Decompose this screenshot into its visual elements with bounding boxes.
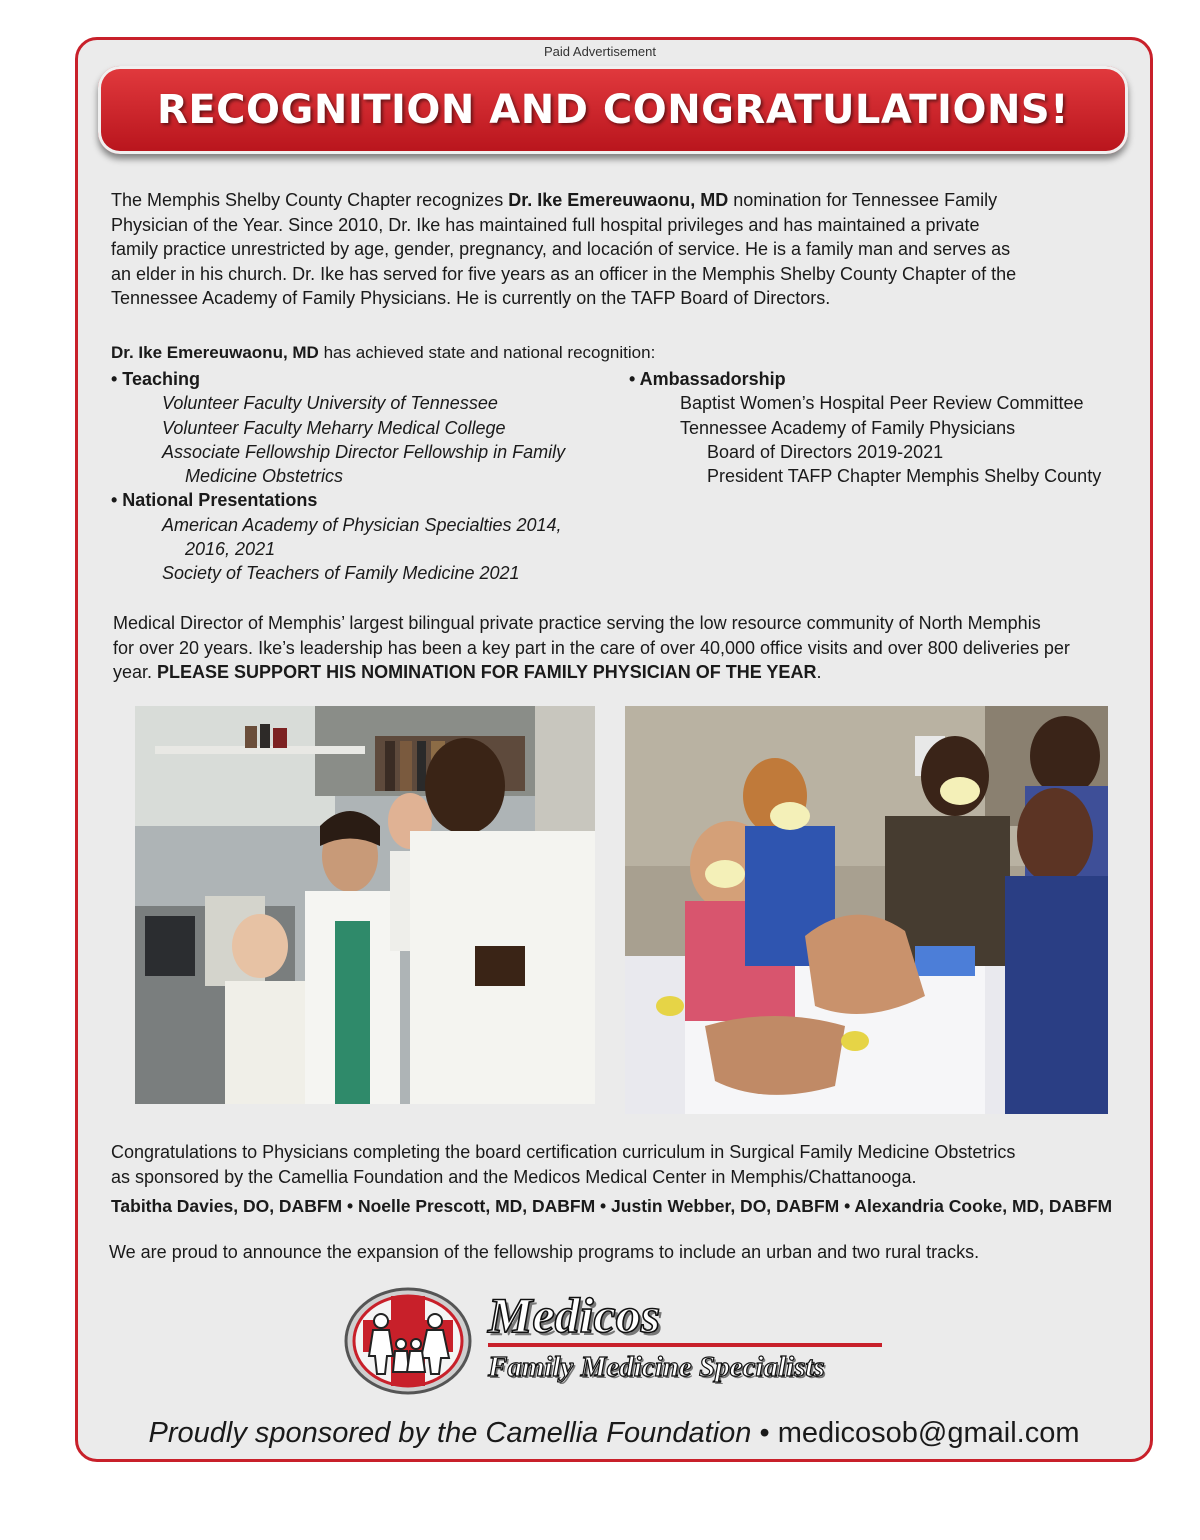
medical-line-3-end: .	[816, 662, 822, 682]
office-photo	[135, 706, 595, 1104]
teaching-heading: • Teaching	[111, 369, 200, 389]
recognition-heading	[111, 341, 655, 366]
training-scene-illustration	[625, 706, 1108, 1114]
recognition-right-column	[629, 367, 1139, 488]
physician-names: Tabitha Davies, DO, DABFM • Noelle Prescott, MD, DABFM • Justin Webber, DO, DABFM • Alexandria Cooke, MD, DABFM	[111, 1196, 1113, 1216]
congrats-line-2: as sponsored by the Camellia Foundation and the Medicos Medical Center in Memphis/Chattanooga.	[111, 1166, 917, 1187]
intro-line-2: Physician of the Year. Since 2010, Dr. Ike has maintained full hospital privileges and has maintained a private	[111, 214, 980, 235]
paid-advertisement-label: Paid Advertisement	[543, 44, 656, 59]
sponsor-footer	[0, 1417, 1200, 1450]
medicos-logo-emblem	[343, 1286, 473, 1396]
recognition-doctor-name: Dr. Ike Emereuwaonu, MD	[111, 343, 319, 362]
title-banner	[98, 66, 1128, 154]
doctor-name: Dr. Ike Emereuwaonu, MD	[508, 190, 729, 210]
medical-line-3-start: year.	[113, 662, 158, 682]
contact-email: medicosob@gmail.com	[777, 1417, 1080, 1449]
training-photo	[625, 706, 1108, 1114]
medical-line-2: for over 20 years. Ike’s leadership has been a key part in the care of over 40,000 office visits and over 800 deliveries per	[113, 637, 1070, 658]
intro-line-1-start: The Memphis Shelby County Chapter recognizes	[111, 190, 509, 210]
teaching-item: Associate Fellowship Director Fellowship in Family	[162, 441, 566, 462]
presentation-item: American Academy of Physician Specialties 2014,	[162, 514, 562, 535]
banner-title: RECOGNITION AND CONGRATULATIONS!	[157, 87, 1069, 133]
intro-line-4: an elder in his church. Dr. Ike has served for five years as an officer in the Memphis Shelby County Chapter of the	[111, 263, 1017, 284]
presentations-heading: • National Presentations	[111, 490, 318, 511]
family-cross-icon	[343, 1286, 473, 1396]
footer-separator: •	[751, 1417, 778, 1449]
office-scene-illustration	[135, 706, 595, 1104]
congratulations-paragraph	[111, 1140, 1111, 1189]
teaching-item: Volunteer Faculty Meharry Medical College	[162, 417, 506, 438]
intro-line-1	[111, 188, 1071, 213]
ambassadorship-heading: • Ambassadorship	[629, 369, 786, 389]
recognition-heading-text: has achieved state and national recognition:	[318, 343, 656, 362]
medicos-logo-name: Medicos	[488, 1287, 661, 1343]
sponsor-text: Proudly sponsored by the Camellia Foundation	[148, 1417, 752, 1449]
intro-line-5: Tennessee Academy of Family Physicians. He is currently on the TAFP Board of Directors.	[111, 288, 831, 308]
medical-line-1: Medical Director of Memphis’ largest bilingual private practice serving the low resource community of North Memphis	[113, 613, 1041, 633]
ambassadorship-subitem: Board of Directors 2019-2021	[707, 441, 944, 462]
teaching-item-continuation: Medicine Obstetrics	[185, 466, 344, 487]
ambassadorship-item: Tennessee Academy of Family Physicians	[680, 417, 1016, 438]
medical-line-3	[113, 660, 1123, 685]
intro-line-3: family practice unrestricted by age, gender, pregnancy, and locación of service. He is a family man and serves as	[111, 239, 1011, 259]
presentation-item: Society of Teachers of Family Medicine 2021	[162, 563, 520, 584]
presentation-item-continuation: 2016, 2021	[185, 539, 276, 560]
congrats-line-1: Congratulations to Physicians completing the board certification curriculum in Surgical Family Medicine Obstetrics	[111, 1142, 1016, 1162]
teaching-item: Volunteer Faculty University of Tennessee	[162, 393, 498, 414]
support-call-to-action: PLEASE SUPPORT HIS NOMINATION FOR FAMILY PHYSICIAN OF THE YEAR	[157, 662, 817, 682]
medicos-logo-subtitle: Family Medicine Specialists	[488, 1351, 825, 1383]
ambassadorship-subitem: President TAFP Chapter Memphis Shelby County	[707, 466, 1102, 487]
expansion-announcement: We are proud to announce the expansion of the fellowship programs to include an urban and two rural tracks.	[109, 1242, 980, 1262]
ambassadorship-item: Baptist Women’s Hospital Peer Review Committee	[680, 393, 1084, 414]
medical-director-paragraph	[113, 611, 1123, 685]
recognition-left-column	[111, 367, 601, 586]
intro-line-1-end: nomination for Tennessee Family	[728, 190, 998, 210]
intro-paragraph	[111, 188, 1071, 311]
logo-divider	[488, 1343, 882, 1347]
